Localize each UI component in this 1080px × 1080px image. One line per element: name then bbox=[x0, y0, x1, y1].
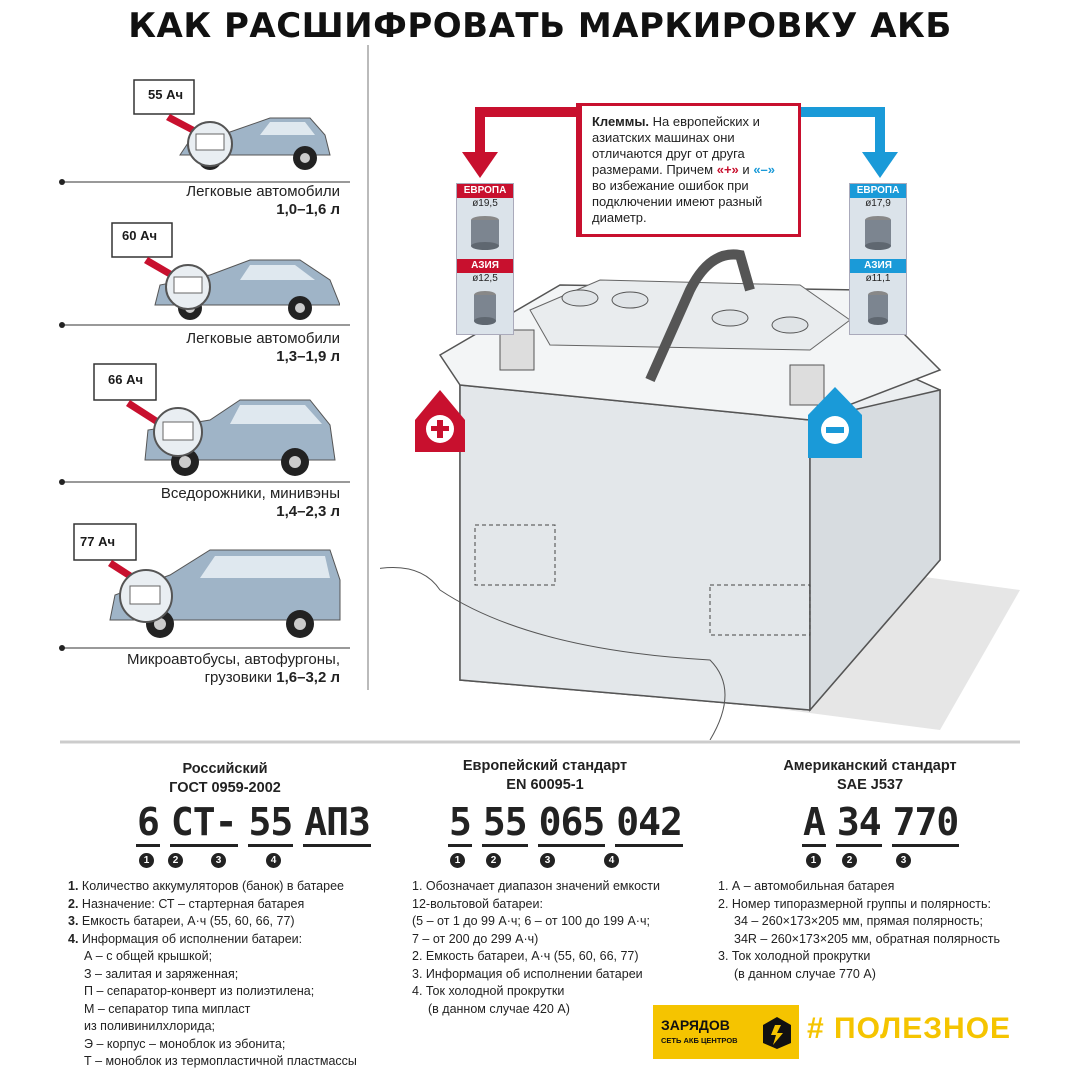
car-2-type: Легковые автомобили bbox=[186, 330, 340, 347]
car-3-type: Вседорожники, минивэны bbox=[160, 485, 340, 502]
russian-code: 6 СТ- 55 АПЗ bbox=[136, 800, 381, 847]
car-4-label bbox=[40, 651, 340, 687]
note-minus: «–» bbox=[753, 162, 776, 177]
car-3-capacity: 66 Ач bbox=[108, 372, 144, 387]
plus-terminal-icon bbox=[415, 390, 465, 452]
marker-2: 2 bbox=[168, 853, 183, 868]
note-and: и bbox=[742, 162, 750, 177]
car-2-capacity: 60 Ач bbox=[122, 228, 158, 243]
car-2-range: 1,3–1,9 л bbox=[276, 348, 340, 365]
plus-terminal-sizes bbox=[456, 183, 514, 335]
american-standard-title: Американский стандарт SAE J537 bbox=[783, 758, 957, 793]
right-asia-diameter: ø11,1 bbox=[865, 273, 891, 284]
car-4-type-line2: грузовики bbox=[204, 669, 273, 686]
european-description: 1. Обозначает диапазон значений емкости 12-вольтовой батареи: (5 – от 1 до 99 А·ч; 6 – от 100 до 199 А·ч; 7 – от 200 до 299 А·ч) 2. Емкость батареи, А·ч (55, 60, 66, 77) 3. Информация об исполнении батареи 4. Ток холодной прокрутки (в данном случае 420 А) bbox=[412, 879, 661, 1016]
car-1-capacity: 55 Ач bbox=[148, 87, 184, 102]
terminal-post-icon bbox=[457, 210, 513, 254]
american-code: A 34 770 bbox=[802, 800, 969, 847]
european-code: 5 55 065 042 bbox=[448, 800, 693, 847]
car-3-range: 1,4–2,3 л bbox=[276, 503, 340, 520]
terminal-post-icon bbox=[850, 210, 906, 254]
note-text-2: во избежание ошибок при подключении имеют разный диаметр. bbox=[592, 178, 763, 225]
note-title: Клеммы. bbox=[592, 114, 650, 129]
marker-4: 4 bbox=[266, 853, 281, 868]
left-europe-label: ЕВРОПА bbox=[457, 184, 513, 198]
car-1-label bbox=[100, 183, 340, 219]
terminals-note bbox=[576, 103, 801, 237]
terminal-post-icon bbox=[457, 285, 513, 329]
left-europe-diameter: ø19,5 bbox=[472, 198, 498, 209]
right-asia-label: АЗИЯ bbox=[850, 259, 906, 273]
russian-standard-title: Российский ГОСТ 0959-2002 bbox=[169, 761, 281, 796]
left-asia-diameter: ø12,5 bbox=[472, 273, 498, 284]
car-4-range: 1,6–3,2 л bbox=[276, 669, 340, 686]
brand-logo: ЗАРЯДОВ СЕТЬ АКБ ЦЕНТРОВ bbox=[653, 1005, 799, 1059]
car-1-type: Легковые автомобили bbox=[186, 183, 340, 200]
right-europe-diameter: ø17,9 bbox=[865, 198, 891, 209]
car-4-type-line1: Микроавтобусы, автофургоны, bbox=[127, 651, 340, 668]
marker-1: 1 bbox=[139, 853, 154, 868]
european-standard-title: Европейский стандарт EN 60095-1 bbox=[462, 758, 628, 793]
note-plus: «+» bbox=[716, 162, 739, 177]
marker-3: 3 bbox=[211, 853, 226, 868]
hashtag-tagline: # ПОЛЕЗНОЕ bbox=[807, 1012, 1012, 1045]
car-4-capacity: 77 Ач bbox=[80, 534, 116, 549]
american-description: 1. А – автомобильная батарея 2. Номер типоразмерной группы и полярность: 34 – 260×173×205 мм, прямая полярность; 34R – 260×173×205 мм, обратная полярность 3. Ток холодной прокрутки (в данном случае 770 А) bbox=[718, 879, 1000, 981]
car-1-range: 1,0–1,6 л bbox=[276, 201, 340, 218]
battery-logo-icon bbox=[759, 1013, 795, 1051]
car-3-label bbox=[60, 485, 340, 521]
terminal-post-icon bbox=[850, 285, 906, 329]
right-europe-label: ЕВРОПА bbox=[850, 184, 906, 198]
left-asia-label: АЗИЯ bbox=[457, 259, 513, 273]
note-text-1: На европейских и азиатских машинах они отличаются друг от друга размерами. Причем bbox=[592, 114, 760, 177]
page-title: КАК РАСШИФРОВАТЬ МАРКИРОВКУ АКБ bbox=[128, 6, 952, 46]
minus-terminal-sizes bbox=[849, 183, 907, 335]
russian-description: 1. Количество аккумуляторов (банок) в батарее 2. Назначение: СТ – стартерная батарея 3. Емкость батареи, А·ч (55, 60, 66, 77) 4. Информация об исполнении батареи: А – с общей крышкой; З – залитая и заряженная; П – сепаратор-конверт из полиэтилена; М – сепаратор типа мипласт из поливинилхлорида; Э – корпус – моноблок из эбонита; Т – моноблок из термопластичной пластмассы bbox=[68, 879, 357, 1068]
